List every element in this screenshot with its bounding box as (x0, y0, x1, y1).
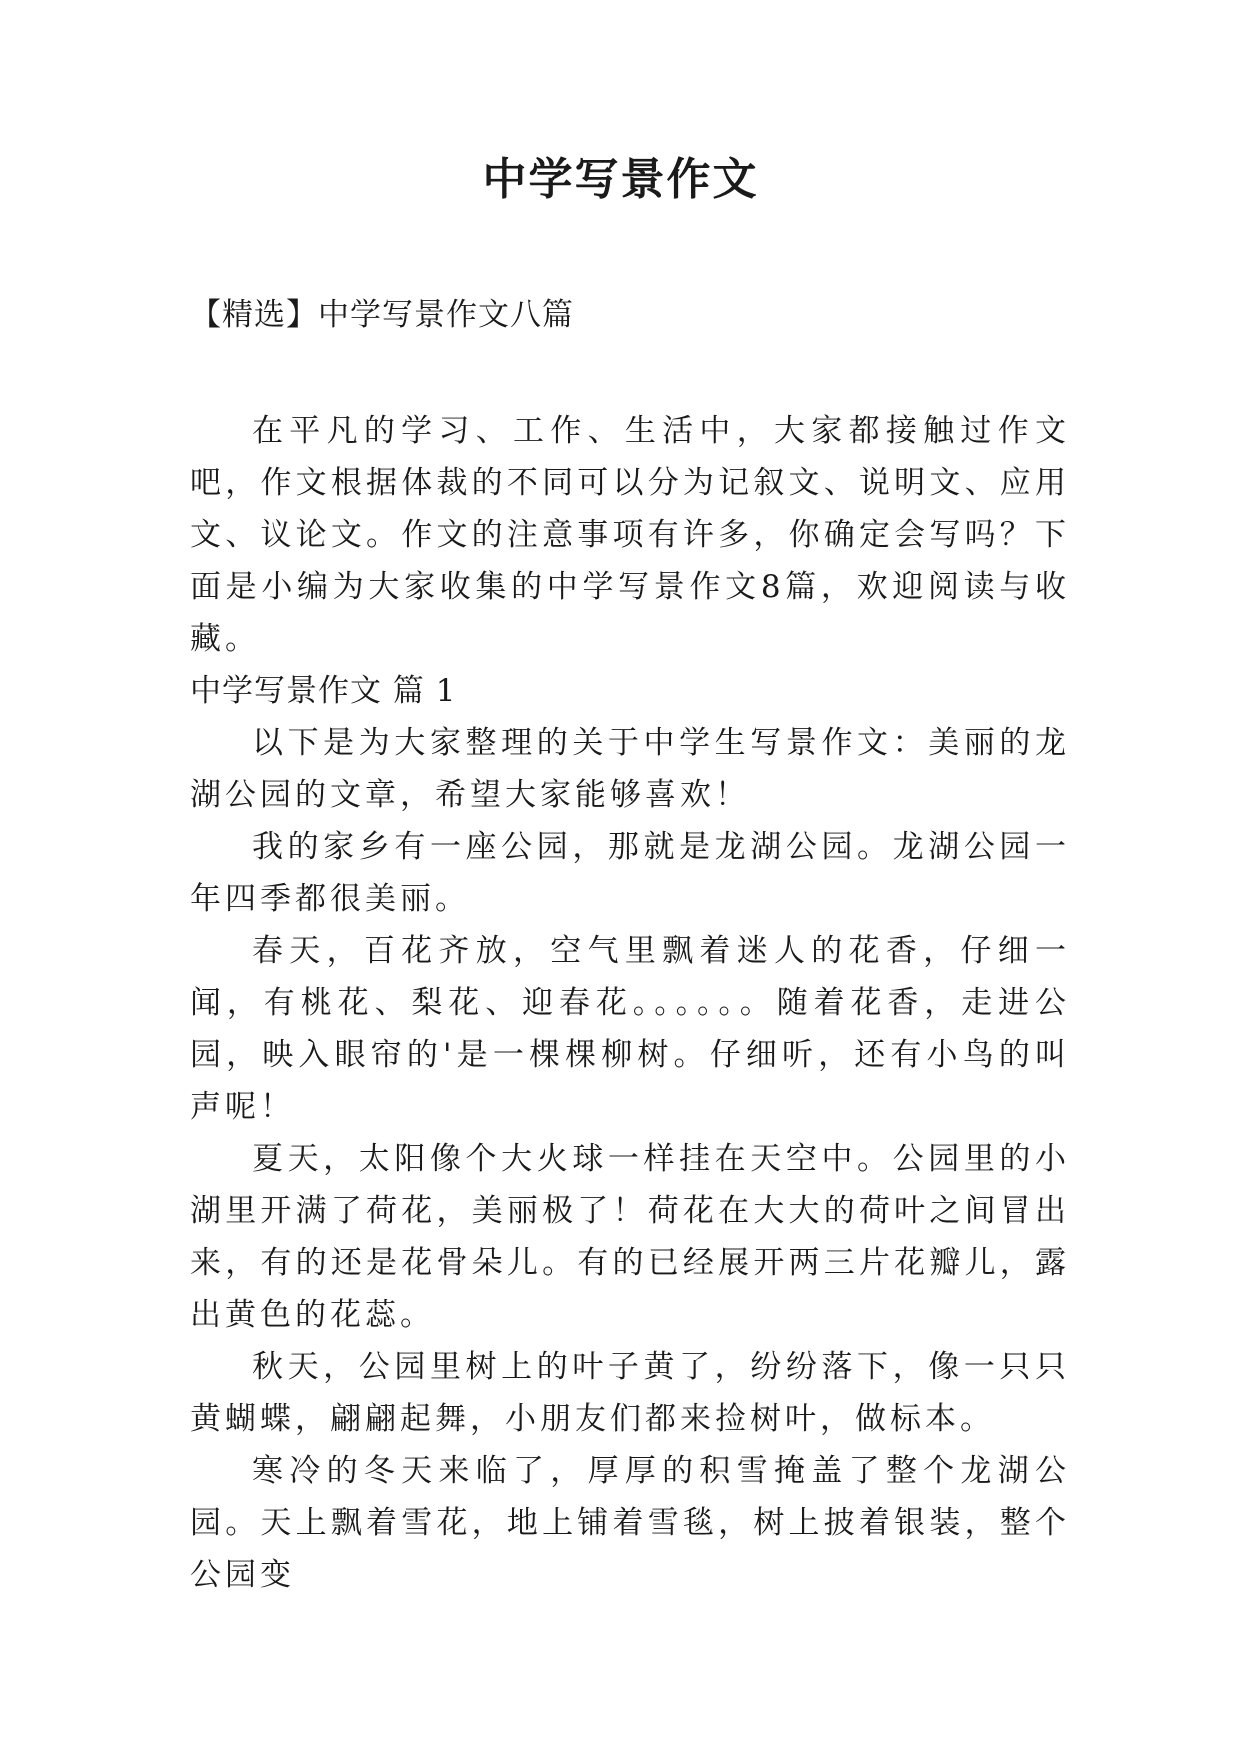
body-paragraph: 寒冷的冬天来临了，厚厚的积雪掩盖了整个龙湖公园。天上飘着雪花，地上铺着雪毯，树上披着银装，整个公园变 (190, 1453, 1070, 1593)
body-paragraph: 秋天，公园里树上的叶子黄了，纷纷落下，像一只只黄蝴蝶，翩翩起舞，小朋友们都来捡树叶，做标本。 (190, 1349, 1070, 1437)
body-paragraph: 夏天，太阳像个大火球一样挂在天空中。公园里的小湖里开满了荷花，美丽极了！荷花在大大的荷叶之间冒出来，有的还是花骨朵儿。有的已经展开两三片花瓣儿，露出黄色的花蕊。 (190, 1141, 1070, 1333)
page-title: 中学写景作文 (482, 154, 759, 205)
body-paragraph: 春天，百花齐放，空气里飘着迷人的花香，仔细一闻，有桃花、梨花、迎春花。。。。。。随着花香，走进公园，映入眼帘的'是一棵棵柳树。仔细听，还有小鸟的叫声呢！ (190, 933, 1070, 1125)
document-body (190, 405, 1070, 1601)
body-paragraph: 我的家乡有一座公园，那就是龙湖公园。龙湖公园一年四季都很美丽。 (190, 829, 1070, 917)
body-paragraph: 以下是为大家整理的关于中学生写景作文：美丽的龙湖公园的文章，希望大家能够喜欢！ (190, 725, 1070, 813)
intro-paragraph: 在平凡的学习、工作、生活中，大家都接触过作文吧，作文根据体裁的不同可以分为记叙文、说明文、应用文、议论文。作文的注意事项有许多，你确定会写吗？下面是小编为大家收集的中学写景作文8篇，欢迎阅读与收藏。 (190, 413, 1070, 657)
document-subtitle: 【精选】中学写景作文八篇 (190, 297, 574, 333)
section-heading: 中学写景作文 篇 1 (190, 673, 457, 709)
